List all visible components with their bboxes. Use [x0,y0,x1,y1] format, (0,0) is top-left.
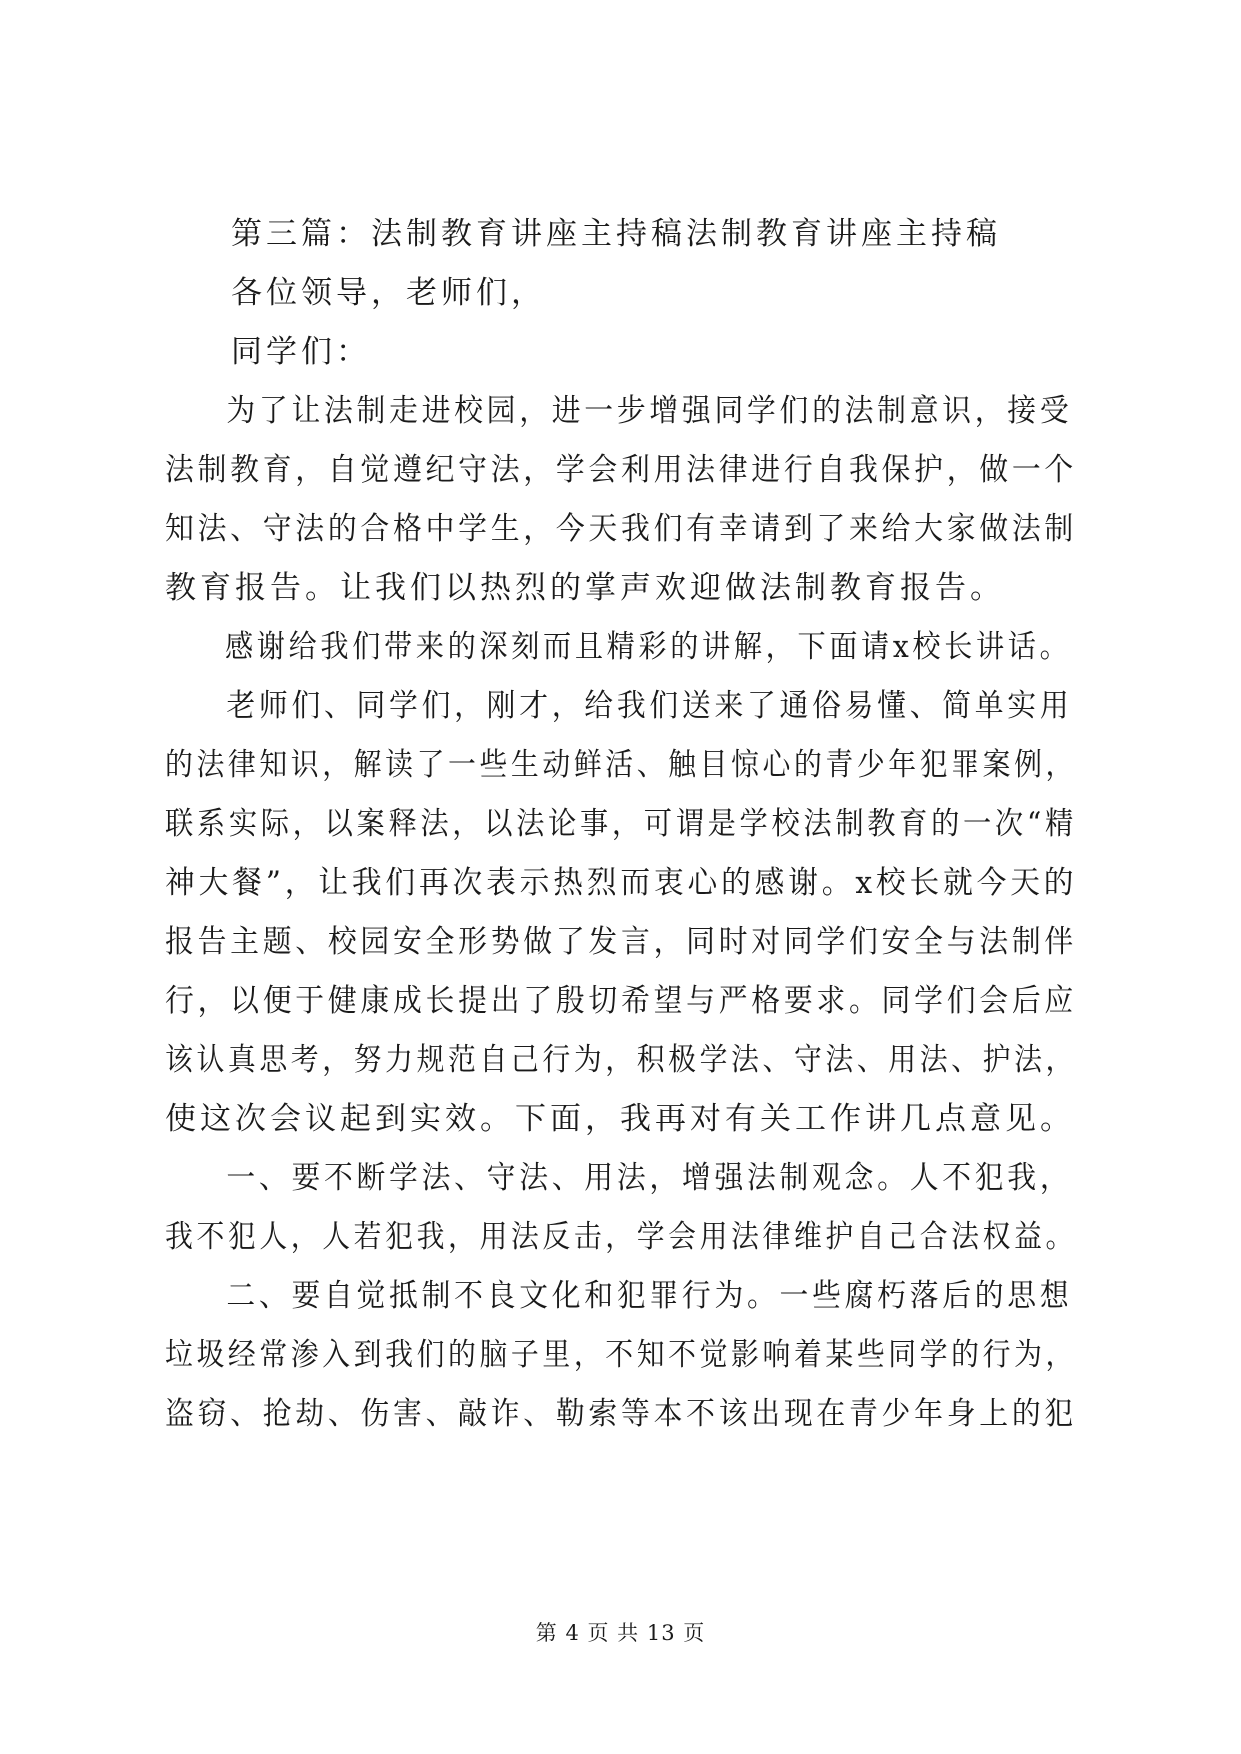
document-line: 为了让法制走进校园，进一步增强同学们的法制意识，接受 [226,393,1073,429]
document-line: 我不犯人，人若犯我，用法反击，学会用法律维护自己合法权益。 [165,1219,1077,1255]
document-line: 的法律知识，解读了一些生动鲜活、触目惊心的青少年犯罪案例， [165,747,1077,783]
document-line: 垃圾经常渗入到我们的脑子里，不知不觉影响着某些同学的行为， [165,1337,1077,1373]
document-line: 报告主题、校园安全形势做了发言，同时对同学们安全与法制伴 [165,924,1077,960]
document-line: 该认真思考，努力规范自己行为，积极学法、守法、用法、护法， [165,1042,1077,1078]
document-line: 盗窃、抢劫、伤害、敲诈、勒索等本不该出现在青少年身上的犯 [165,1396,1077,1432]
document-line: 感谢给我们带来的深刻而且精彩的讲解，下面请x校长讲话。 [224,629,1072,665]
document-line: 法制教育，自觉遵纪守法，学会利用法律进行自我保护，做一个 [165,452,1077,488]
document-line: 联系实际，以案释法，以法论事，可谓是学校法制教育的一次“精 [165,806,1077,842]
document-line: 神大餐”，让我们再次表示热烈而衷心的感谢。x校长就今天的 [165,865,1078,901]
document-line: 知法、守法的合格中学生，今天我们有幸请到了来给大家做法制 [165,511,1077,547]
document-line: 行，以便于健康成长提出了殷切希望与严格要求。同学们会后应 [165,983,1077,1019]
document-body [165,205,1077,1444]
document-line: 老师们、同学们，刚才，给我们送来了通俗易懂、简单实用 [226,688,1073,724]
document-line: 各位领导，老师们， [231,275,546,311]
document-line: 同学们： [231,334,371,370]
document-line: 教育报告。让我们以热烈的掌声欢迎做法制教育报告。 [165,570,1005,606]
document-line: 二、要自觉抵制不良文化和犯罪行为。一些腐朽落后的思想 [226,1278,1073,1314]
document-line: 第三篇：法制教育讲座主持稿法制教育讲座主持稿 [231,216,1001,252]
document-line: 使这次会议起到实效。下面，我再对有关工作讲几点意见。 [165,1101,1075,1137]
page-number-footer: 第 4 页 共 13 页 [535,1621,706,1645]
document-line: 一、要不断学法、守法、用法，增强法制观念。人不犯我， [226,1160,1073,1196]
